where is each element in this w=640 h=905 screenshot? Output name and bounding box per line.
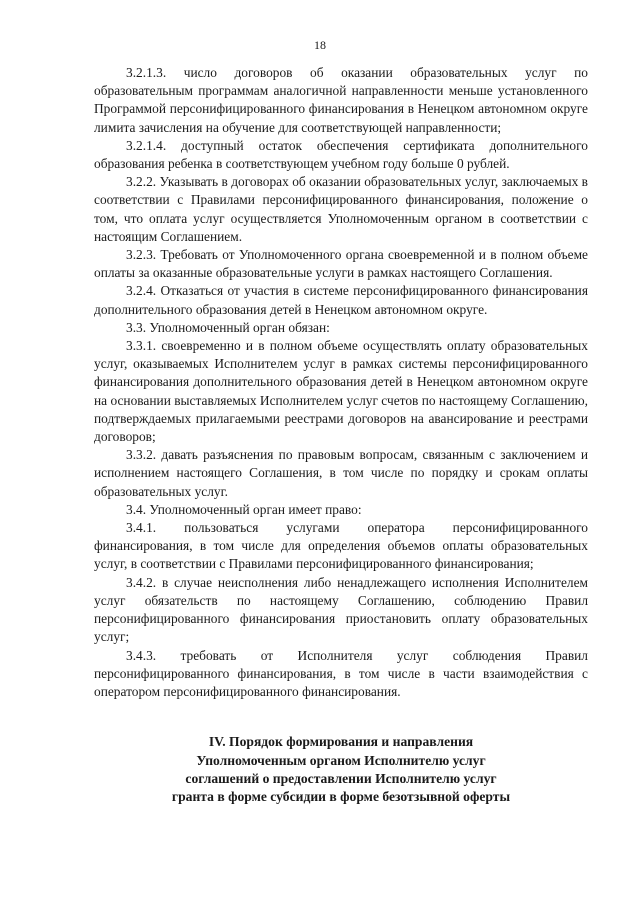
clause-3-3: 3.3. Уполномоченный орган обязан: — [126, 319, 330, 335]
clause-3-2-2: 3.2.2. Указывать в договорах об оказании образовательных услуг, заключаемых в соответствии с Правилами персонифицированного финансирования, положение о том, что оплата услуг осуществляется Уполномоченным органом в соответствии с настоящим Соглашением. — [94, 174, 588, 244]
section-heading-line-3: соглашений о предоставлении Исполнителю услуг — [185, 770, 497, 786]
clause-3-3-2: 3.3.2. давать разъяснения по правовым вопросам, связанным с заключением и исполнением настоящего Соглашения, в том числе по порядку и срокам оплаты образовательных услуг. — [94, 447, 588, 499]
section-heading — [94, 733, 588, 807]
section-heading-line-4: гранта в форме субсидии в форме безотзывной оферты — [171, 789, 511, 805]
clause-3-2-1-3: 3.2.1.3. число договоров об оказании образовательных услуг по образовательным программам аналогичной направленности меньше установленного Программой персонифицированного финансирования в Ненецком автономном округе лимита зачисления на обучение для соответствующей направленности; — [94, 65, 588, 135]
section-heading-line-1: IV. Порядок формирования и направления — [208, 734, 474, 750]
clause-3-2-1-4: 3.2.1.4. доступный остаток обеспечения сертификата дополнительного образования ребенка в соответствующем учебном году больше 0 рублей. — [94, 137, 588, 172]
page-number: 18 — [314, 38, 326, 52]
document-body — [94, 64, 588, 807]
clause-3-4-2: 3.4.2. в случае неисполнения либо ненадлежащего исполнения Исполнителем услуг обязательств по настоящему Соглашению, соблюдению Правил персонифицированного финансирования приостановить оплату образовательных услуг; — [94, 574, 588, 645]
clause-3-4: 3.4. Уполномоченный орган имеет право: — [126, 501, 362, 517]
clause-3-2-3: 3.2.3. Требовать от Уполномоченного органа своевременной и в полном объеме оплаты за оказанные образовательные услуги в рамках настоящего Соглашения. — [94, 247, 588, 281]
clause-3-4-3: 3.4.3. требовать от Исполнителя услуг соблюдения Правил персонифицированного финансирования, в том числе в части взаимодействия с оператором персонифицированного финансирования. — [94, 647, 588, 699]
section-heading-line-2: Уполномоченным органом Исполнителю услуг — [196, 752, 486, 768]
clause-3-4-1: 3.4.1. пользоваться услугами оператора персонифицированного финансирования, в том числе для определения объемов оплаты образовательных услуг, в соответствии с Правилами персонифицированного финансирования; — [94, 520, 588, 572]
clause-3-2-4: 3.2.4. Отказаться от участия в системе персонифицированного финансирования дополнительного образования детей в Ненецком автономном округе. — [94, 283, 588, 317]
clause-3-3-1: 3.3.1. своевременно и в полном объеме осуществлять оплату образовательных услуг, оказываемых Исполнителем услуг в рамках системы персонифицированного финансирования дополнительного образования детей в Ненецком автономном округе на основании выставляемых Исполнителем услуг счетов по настоящему Соглашению, подтверждаемых прилагаемыми реестрами договоров на авансирование и реестрами договоров; — [94, 338, 589, 445]
